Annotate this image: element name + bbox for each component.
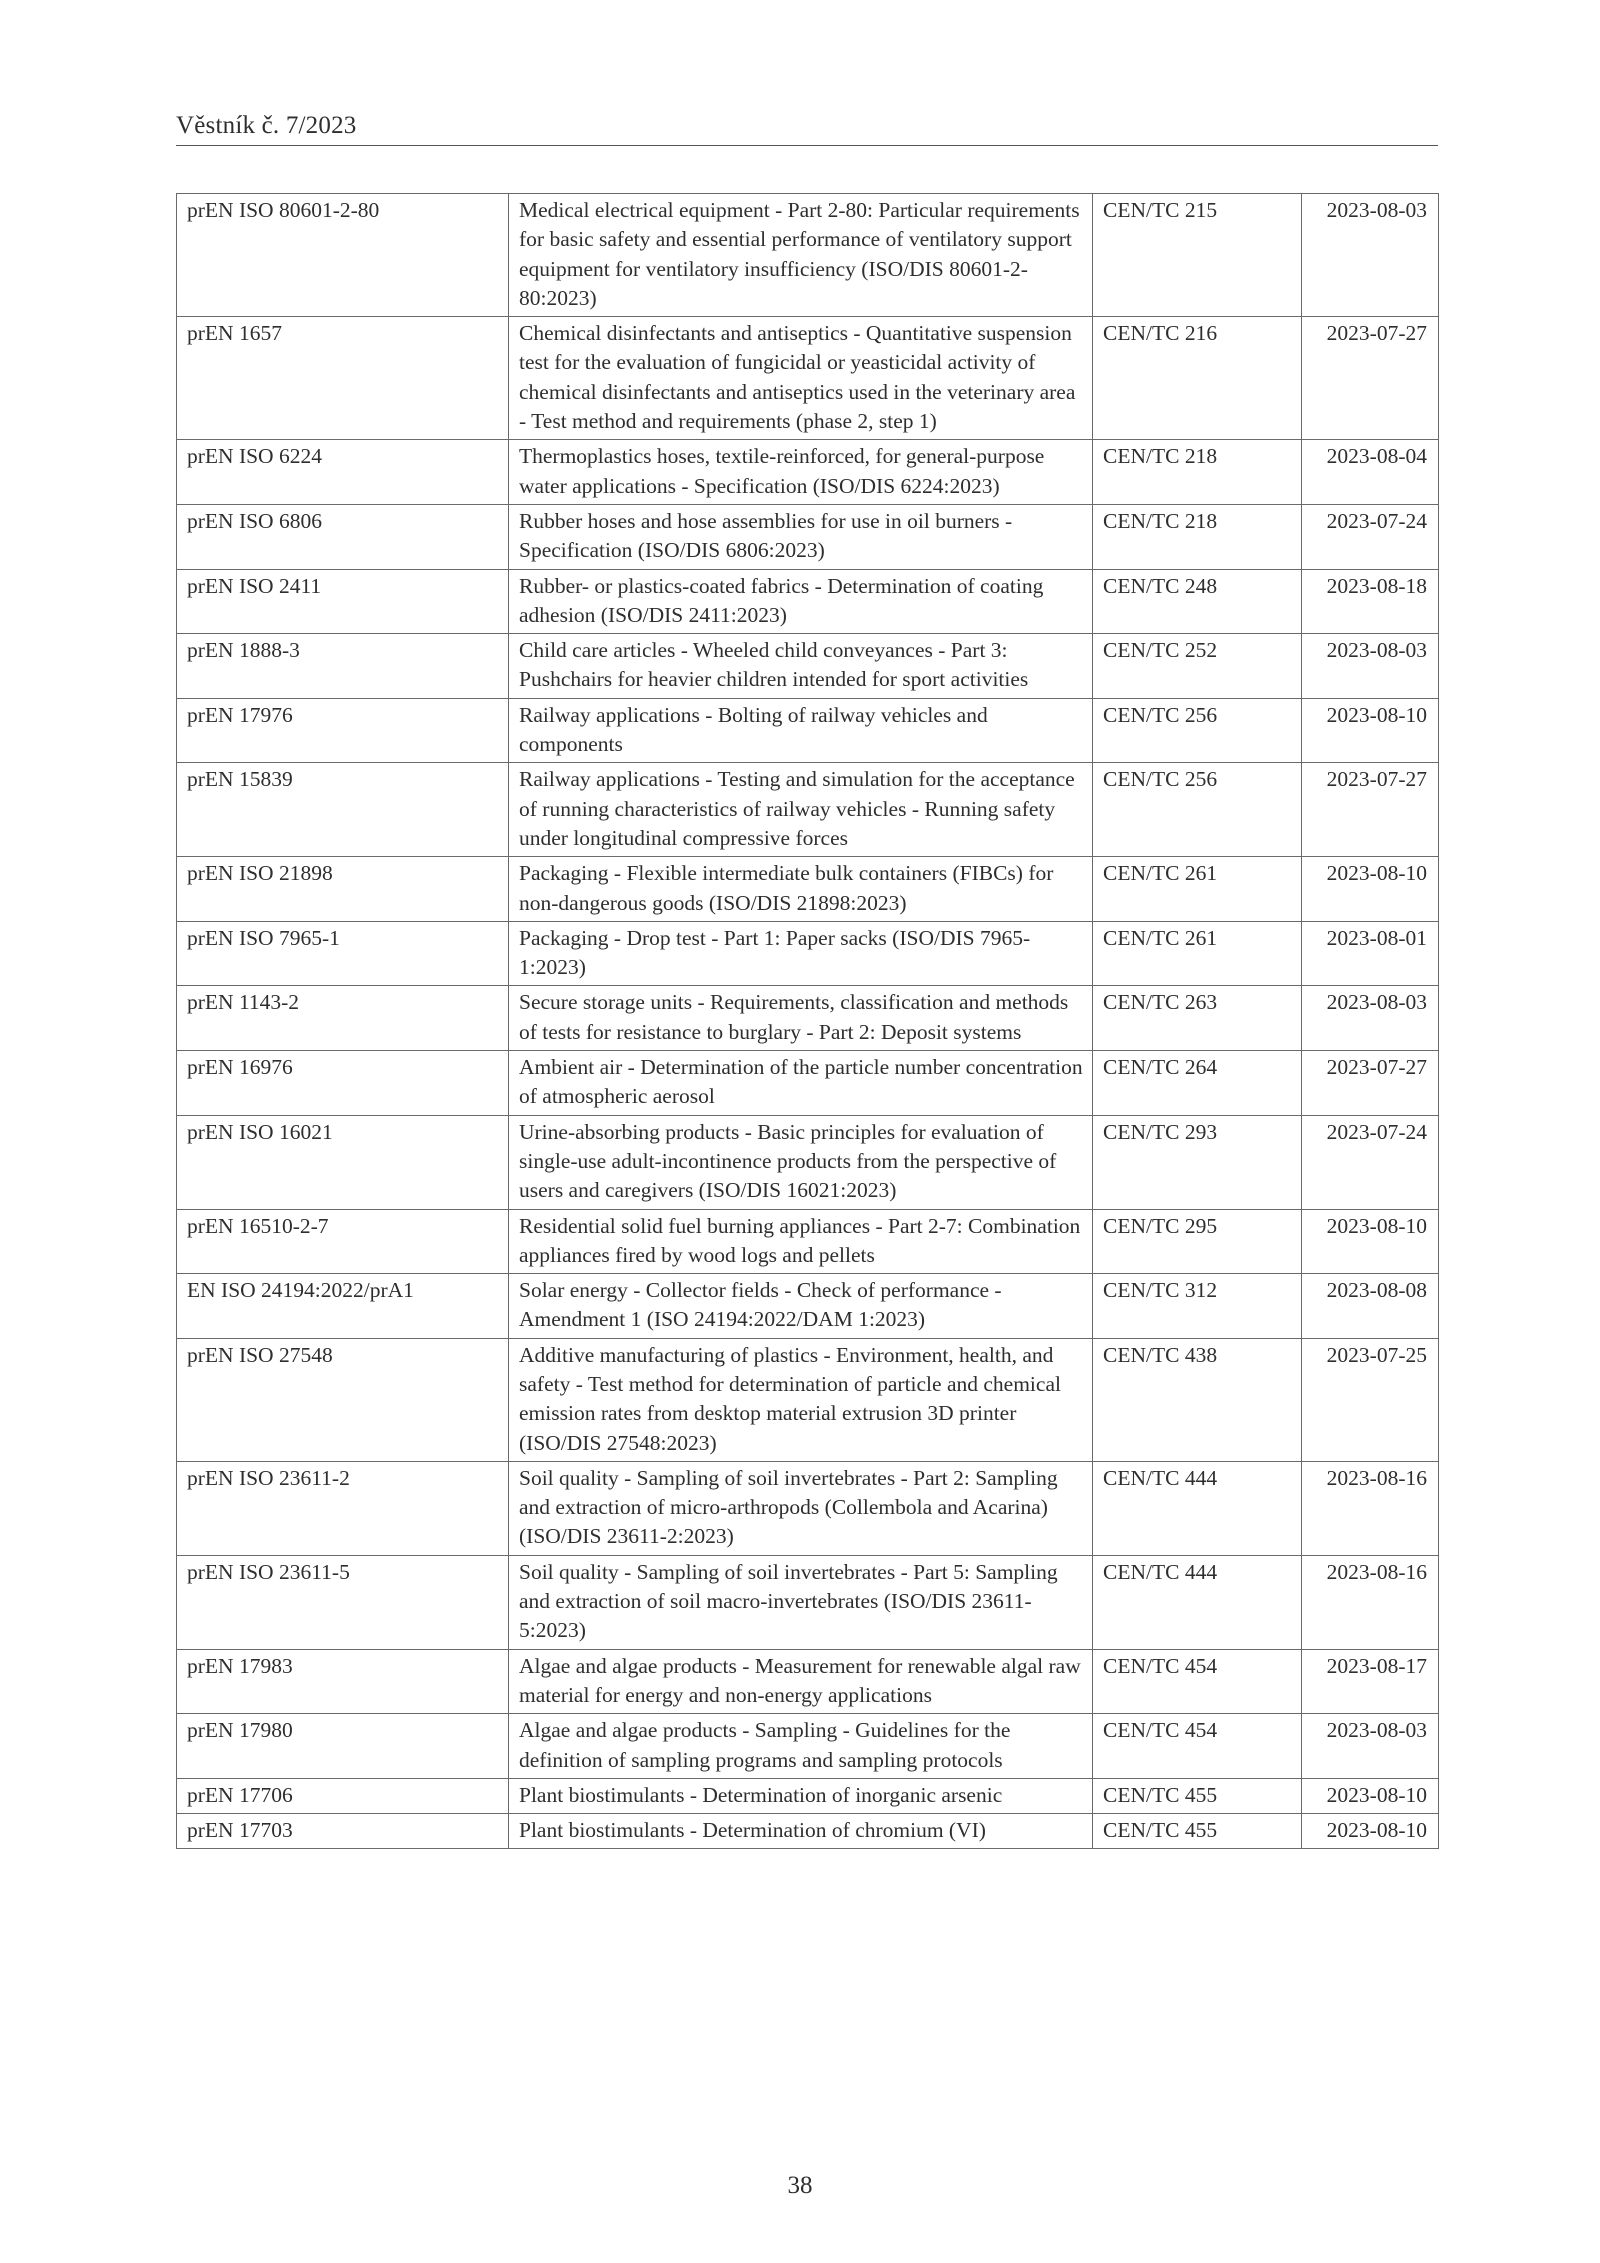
page-number: 38: [787, 2172, 813, 2199]
table-row: [177, 1814, 1439, 1849]
committee-cell: CEN/TC 216: [1093, 317, 1302, 440]
table-row: [177, 1274, 1439, 1339]
table-row: [177, 921, 1439, 986]
deadline-date-cell: 2023-08-10: [1302, 1778, 1439, 1813]
deadline-date-cell: 2023-08-03: [1302, 194, 1439, 317]
committee-cell: CEN/TC 312: [1093, 1274, 1302, 1339]
standard-code-cell: prEN 15839: [177, 763, 509, 857]
deadline-date-cell: 2023-07-24: [1302, 1115, 1439, 1209]
committee-cell: CEN/TC 455: [1093, 1814, 1302, 1849]
standards-table-body: [177, 194, 1439, 1849]
deadline-date-cell: 2023-07-27: [1302, 317, 1439, 440]
deadline-date-cell: 2023-08-03: [1302, 986, 1439, 1051]
page-header-title: Věstník č. 7/2023: [176, 112, 357, 139]
standard-title-cell: Additive manufacturing of plastics - Environment, health, and safety - Test method for determination of particle and chemical emission rates from desktop material extrusion 3D printer (ISO/DIS 27548:2023): [509, 1338, 1093, 1461]
table-row: [177, 1461, 1439, 1555]
deadline-date-cell: 2023-07-27: [1302, 763, 1439, 857]
deadline-date-cell: 2023-08-18: [1302, 569, 1439, 634]
committee-cell: CEN/TC 248: [1093, 569, 1302, 634]
table-row: [177, 504, 1439, 569]
deadline-date-cell: 2023-08-04: [1302, 440, 1439, 505]
table-row: [177, 1209, 1439, 1274]
standard-title-cell: Residential solid fuel burning appliances - Part 2-7: Combination appliances fired by wood logs and pellets: [509, 1209, 1093, 1274]
standard-code-cell: EN ISO 24194:2022/prA1: [177, 1274, 509, 1339]
standard-title-cell: Plant biostimulants - Determination of inorganic arsenic: [509, 1778, 1093, 1813]
table-row: [177, 569, 1439, 634]
deadline-date-cell: 2023-08-10: [1302, 857, 1439, 922]
deadline-date-cell: 2023-08-10: [1302, 698, 1439, 763]
standard-code-cell: prEN 1657: [177, 317, 509, 440]
table-row: [177, 857, 1439, 922]
standard-code-cell: prEN ISO 6224: [177, 440, 509, 505]
table-row: [177, 1649, 1439, 1714]
committee-cell: CEN/TC 444: [1093, 1555, 1302, 1649]
committee-cell: CEN/TC 444: [1093, 1461, 1302, 1555]
standard-title-cell: Packaging - Flexible intermediate bulk containers (FIBCs) for non-dangerous goods (ISO/DIS 21898:2023): [509, 857, 1093, 922]
standard-code-cell: prEN 1888-3: [177, 634, 509, 699]
standard-code-cell: prEN ISO 23611-5: [177, 1555, 509, 1649]
table-row: [177, 1555, 1439, 1649]
committee-cell: CEN/TC 438: [1093, 1338, 1302, 1461]
deadline-date-cell: 2023-08-03: [1302, 634, 1439, 699]
committee-cell: CEN/TC 455: [1093, 1778, 1302, 1813]
deadline-date-cell: 2023-08-17: [1302, 1649, 1439, 1714]
committee-cell: CEN/TC 252: [1093, 634, 1302, 699]
standard-title-cell: Urine-absorbing products - Basic principles for evaluation of single-use adult-incontinence products from the perspective of users and caregivers (ISO/DIS 16021:2023): [509, 1115, 1093, 1209]
standard-code-cell: prEN 17980: [177, 1714, 509, 1779]
standard-title-cell: Rubber- or plastics-coated fabrics - Determination of coating adhesion (ISO/DIS 2411:2023): [509, 569, 1093, 634]
standard-title-cell: Rubber hoses and hose assemblies for use in oil burners - Specification (ISO/DIS 6806:2023): [509, 504, 1093, 569]
table-row: [177, 698, 1439, 763]
committee-cell: CEN/TC 215: [1093, 194, 1302, 317]
standard-code-cell: prEN 17703: [177, 1814, 509, 1849]
deadline-date-cell: 2023-08-16: [1302, 1555, 1439, 1649]
standard-code-cell: prEN 1143-2: [177, 986, 509, 1051]
standard-code-cell: prEN 16976: [177, 1051, 509, 1116]
standard-title-cell: Ambient air - Determination of the particle number concentration of atmospheric aerosol: [509, 1051, 1093, 1116]
table-row: [177, 1778, 1439, 1813]
standard-title-cell: Medical electrical equipment - Part 2-80: Particular requirements for basic safety and essential performance of ventilatory support equipment for ventilatory insufficiency (ISO/DIS 80601-2-80:2023): [509, 194, 1093, 317]
committee-cell: CEN/TC 295: [1093, 1209, 1302, 1274]
standard-title-cell: Plant biostimulants - Determination of chromium (VI): [509, 1814, 1093, 1849]
committee-cell: CEN/TC 454: [1093, 1649, 1302, 1714]
standard-title-cell: Algae and algae products - Sampling - Guidelines for the definition of sampling programs and sampling protocols: [509, 1714, 1093, 1779]
standard-code-cell: prEN ISO 6806: [177, 504, 509, 569]
deadline-date-cell: 2023-08-03: [1302, 1714, 1439, 1779]
standard-code-cell: prEN 17976: [177, 698, 509, 763]
standard-code-cell: prEN 17983: [177, 1649, 509, 1714]
standard-code-cell: prEN ISO 23611-2: [177, 1461, 509, 1555]
table-row: [177, 1115, 1439, 1209]
deadline-date-cell: 2023-07-24: [1302, 504, 1439, 569]
standard-title-cell: Child care articles - Wheeled child conveyances - Part 3: Pushchairs for heavier children intended for sport activities: [509, 634, 1093, 699]
standard-code-cell: prEN 16510-2-7: [177, 1209, 509, 1274]
standard-title-cell: Soil quality - Sampling of soil invertebrates - Part 5: Sampling and extraction of soil macro-invertebrates (ISO/DIS 23611-5:2023): [509, 1555, 1093, 1649]
standard-code-cell: prEN ISO 2411: [177, 569, 509, 634]
standards-table: [176, 193, 1439, 1849]
table-row: [177, 986, 1439, 1051]
standard-title-cell: Soil quality - Sampling of soil invertebrates - Part 2: Sampling and extraction of micro-arthropods (Collembola and Acarina) (ISO/DIS 23611-2:2023): [509, 1461, 1093, 1555]
committee-cell: CEN/TC 264: [1093, 1051, 1302, 1116]
committee-cell: CEN/TC 293: [1093, 1115, 1302, 1209]
deadline-date-cell: 2023-08-10: [1302, 1814, 1439, 1849]
deadline-date-cell: 2023-08-01: [1302, 921, 1439, 986]
committee-cell: CEN/TC 263: [1093, 986, 1302, 1051]
committee-cell: CEN/TC 454: [1093, 1714, 1302, 1779]
committee-cell: CEN/TC 256: [1093, 763, 1302, 857]
table-row: [177, 763, 1439, 857]
committee-cell: CEN/TC 261: [1093, 921, 1302, 986]
deadline-date-cell: 2023-08-08: [1302, 1274, 1439, 1339]
committee-cell: CEN/TC 261: [1093, 857, 1302, 922]
table-row: [177, 440, 1439, 505]
table-row: [177, 317, 1439, 440]
committee-cell: CEN/TC 256: [1093, 698, 1302, 763]
header-rule: [176, 145, 1438, 146]
table-row: [177, 1051, 1439, 1116]
standard-title-cell: Packaging - Drop test - Part 1: Paper sacks (ISO/DIS 7965-1:2023): [509, 921, 1093, 986]
deadline-date-cell: 2023-07-25: [1302, 1338, 1439, 1461]
standard-title-cell: Chemical disinfectants and antiseptics - Quantitative suspension test for the evaluation of fungicidal or yeasticidal activity of chemical disinfectants and antiseptics used in the veterinary area - Test method and requirements (phase 2, step 1): [509, 317, 1093, 440]
standard-code-cell: prEN ISO 27548: [177, 1338, 509, 1461]
standard-title-cell: Railway applications - Bolting of railway vehicles and components: [509, 698, 1093, 763]
deadline-date-cell: 2023-08-16: [1302, 1461, 1439, 1555]
table-row: [177, 634, 1439, 699]
deadline-date-cell: 2023-08-10: [1302, 1209, 1439, 1274]
table-row: [177, 1338, 1439, 1461]
committee-cell: CEN/TC 218: [1093, 440, 1302, 505]
standard-title-cell: Railway applications - Testing and simulation for the acceptance of running characteristics of railway vehicles - Running safety under longitudinal compressive forces: [509, 763, 1093, 857]
committee-cell: CEN/TC 218: [1093, 504, 1302, 569]
table-row: [177, 1714, 1439, 1779]
deadline-date-cell: 2023-07-27: [1302, 1051, 1439, 1116]
standard-code-cell: prEN ISO 7965-1: [177, 921, 509, 986]
table-row: [177, 194, 1439, 317]
standard-title-cell: Thermoplastics hoses, textile-reinforced, for general-purpose water applications - Specification (ISO/DIS 6224:2023): [509, 440, 1093, 505]
standard-code-cell: prEN 17706: [177, 1778, 509, 1813]
standard-code-cell: prEN ISO 80601-2-80: [177, 194, 509, 317]
standard-code-cell: prEN ISO 21898: [177, 857, 509, 922]
standard-code-cell: prEN ISO 16021: [177, 1115, 509, 1209]
standard-title-cell: Solar energy - Collector fields - Check of performance - Amendment 1 (ISO 24194:2022/DAM 1:2023): [509, 1274, 1093, 1339]
standard-title-cell: Algae and algae products - Measurement for renewable algal raw material for energy and non-energy applications: [509, 1649, 1093, 1714]
standard-title-cell: Secure storage units - Requirements, classification and methods of tests for resistance to burglary - Part 2: Deposit systems: [509, 986, 1093, 1051]
